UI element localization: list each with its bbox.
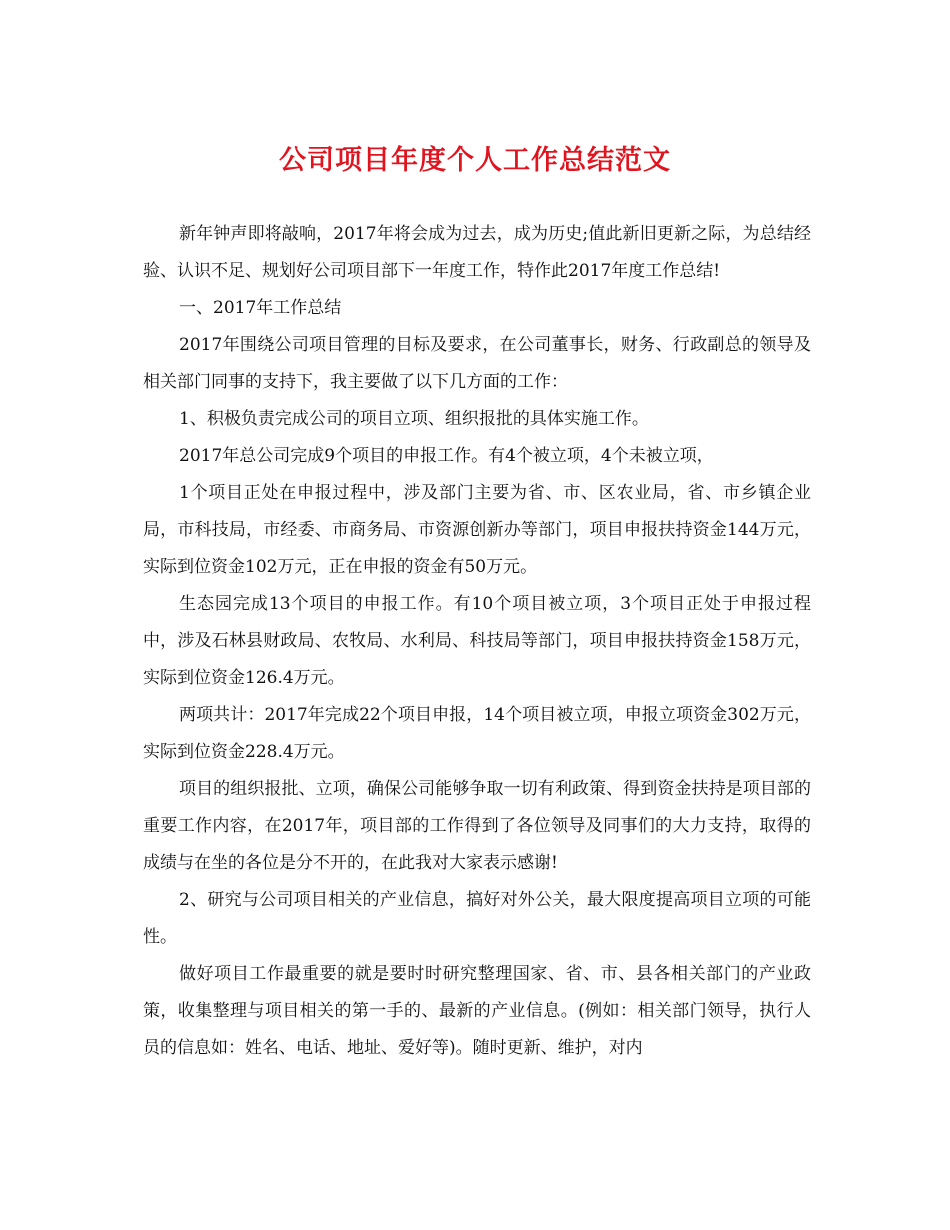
item-heading-1: 1、积极负责完成公司的项目立项、组织报批的具体实施工作。 xyxy=(179,409,649,429)
document-body xyxy=(143,216,811,1067)
paragraph-totals: 两项共计：2017年完成22个项目申报，14个项目被立项，申报立项资金302万元，实际到位资金228.4万元。 xyxy=(143,705,811,762)
document-title: 公司项目年度个人工作总结范文 xyxy=(279,145,671,176)
paragraph-2017-goals: 2017年围绕公司项目管理的目标及要求，在公司董事长，财务、行政副总的领导及相关部门同事的支持下，我主要做了以下几方面的工作： xyxy=(143,335,811,392)
paragraph-eco-park-projects: 生态园完成13个项目的申报工作。有10个项目被立项，3个项目正处于申报过程中，涉及石林县财政局、农牧局、水利局、科技局等部门，项目申报扶持资金158万元，实际到位资金126.4万元。 xyxy=(143,594,811,688)
paragraph-industry-info: 做好项目工作最重要的就是要时时研究整理国家、省、市、县各相关部门的产业政策，收集整理与项目相关的第一手的、最新的产业信息。(例如：相关部门领导，执行人员的信息如：姓名、电话、地址、爱好等)。随时更新、维护，对内 xyxy=(143,964,811,1058)
paragraph-project-in-progress: 1个项目正处在申报过程中，涉及部门主要为省、市、区农业局，省、市乡镇企业局，市科技局，市经委、市商务局、市资源创新办等部门，项目申报扶持资金144万元，实际到位资金102万元，正在申报的资金有50万元。 xyxy=(143,483,811,577)
item-heading-2: 2、研究与公司项目相关的产业信息，搞好对外公关，最大限度提高项目立项的可能性。 xyxy=(143,890,811,947)
paragraph-thanks: 项目的组织报批、立项，确保公司能够争取一切有利政策、得到资金扶持是项目部的重要工作内容，在2017年，项目部的工作得到了各位领导及同事们的大力支持，取得的成绩与在坐的各位是分不开的，在此我对大家表示感谢! xyxy=(143,779,811,873)
paragraph-head-office-projects: 2017年总公司完成9个项目的申报工作。有4个被立项，4个未被立项， xyxy=(179,446,714,466)
paragraph-intro: 新年钟声即将敲响，2017年将会成为过去，成为历史;值此新旧更新之际，为总结经验、认识不足、规划好公司项目部下一年度工作，特作此2017年度工作总结! xyxy=(143,224,811,281)
section-heading-2017-summary: 一、2017年工作总结 xyxy=(179,298,342,318)
